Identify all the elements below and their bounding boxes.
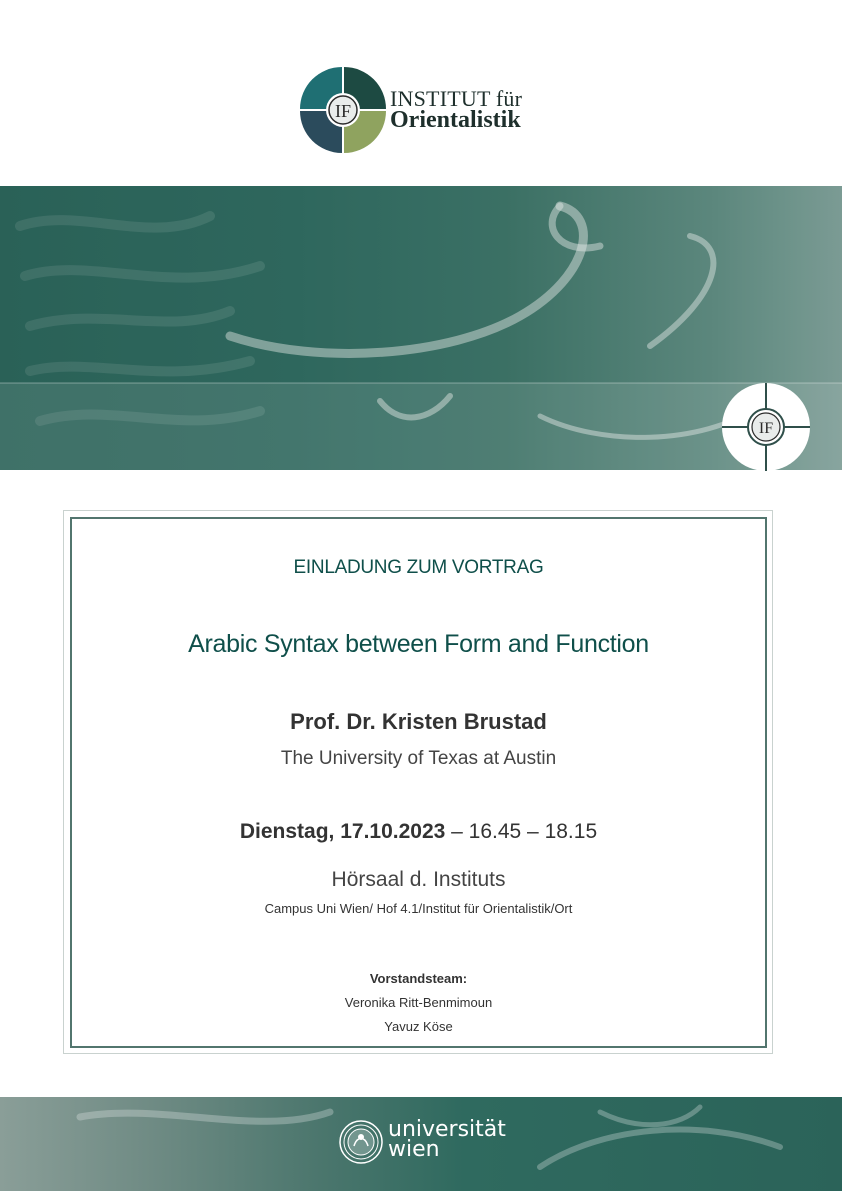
logo-title-line1: INSTITUT für (390, 86, 523, 111)
event-date-time (70, 820, 767, 844)
institute-logo-icon (300, 67, 386, 153)
banner-lower-band (0, 383, 842, 470)
university-wordmark (388, 1117, 506, 1162)
university-wordmark-line1: universität (388, 1117, 506, 1142)
board-heading: Vorstandsteam: (369, 971, 468, 986)
university-seal-icon (339, 1120, 383, 1164)
university-wordmark-line2: wien (388, 1137, 440, 1162)
event-address: Campus Uni Wien/ Hof 4.1/Institut für Orientalistik/Ort (264, 901, 573, 916)
speaker-affiliation: The University of Texas at Austin (280, 748, 557, 769)
header-banner (0, 186, 842, 470)
board-member: Veronika Ritt-Benmimoun (344, 995, 493, 1010)
invitation-kicker: EINLADUNG ZUM VORTRAG (293, 557, 544, 578)
board-member: Yavuz Köse (384, 1019, 453, 1034)
event-room: Hörsaal d. Instituts (331, 868, 506, 891)
institute-seal-icon (720, 383, 812, 471)
logo-monogram: IF (334, 101, 352, 121)
svg-text:IF: IF (758, 420, 774, 437)
speaker-name: Prof. Dr. Kristen Brustad (290, 709, 547, 734)
invitation-frame (70, 517, 767, 1048)
event-time: – 16.45 – 18.15 (445, 820, 598, 843)
institute-logo (300, 67, 550, 153)
logo-title-line2: Orientalistik (390, 107, 521, 133)
event-date: Dienstag, 17.10.2023 (239, 820, 446, 843)
lecture-title: Arabic Syntax between Form and Function (188, 630, 649, 658)
